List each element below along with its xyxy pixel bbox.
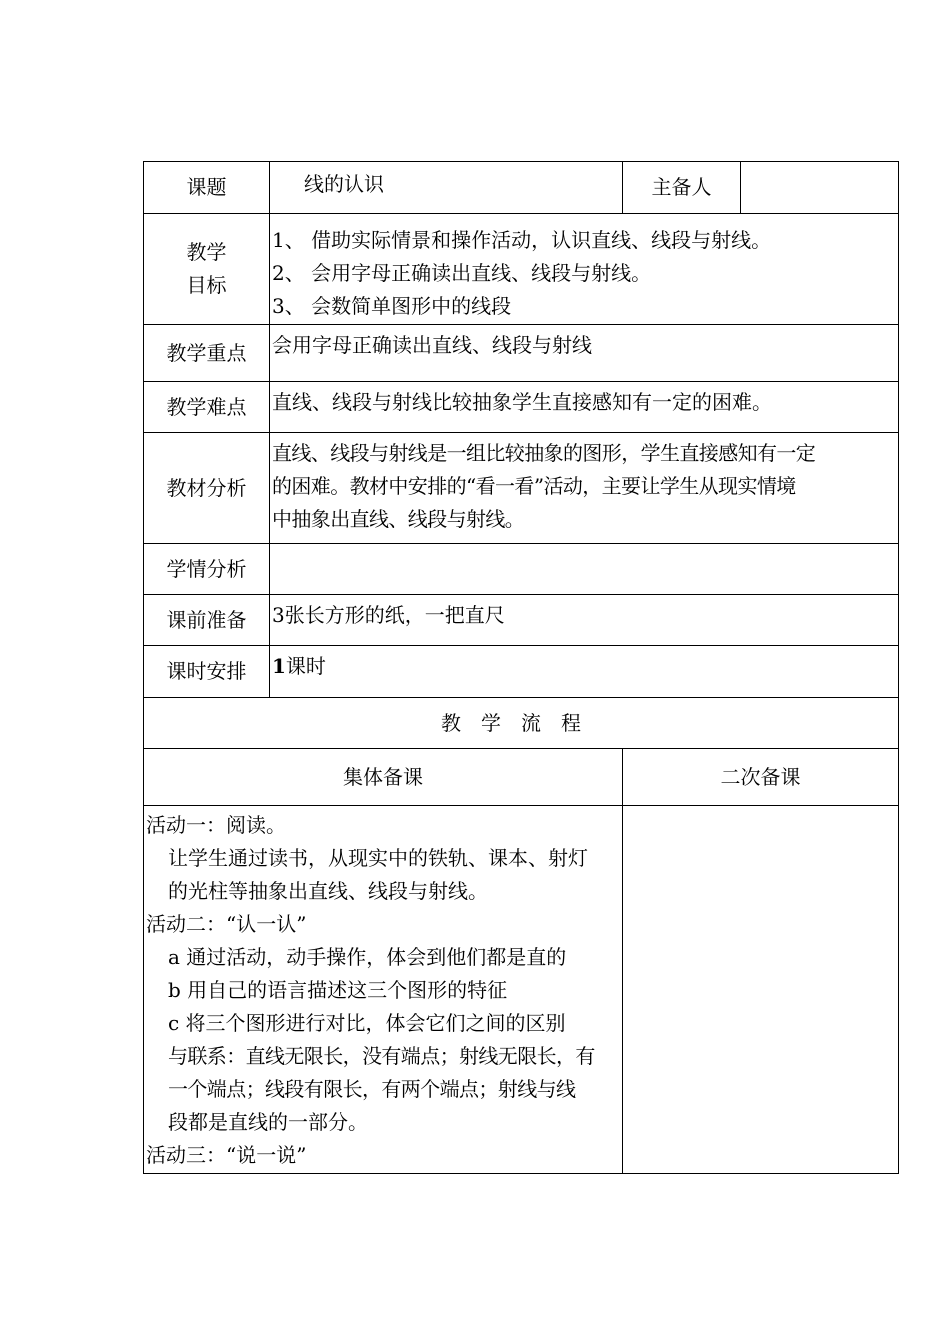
row-difficulties: [144, 382, 899, 433]
process-title: 教学流程: [144, 698, 899, 749]
material-analysis-content: [270, 433, 899, 544]
preparation-label: 课前准备: [144, 595, 270, 646]
activity-3-title: 活动三：“说一说”: [146, 1143, 307, 1167]
goals-label-line2: 目标: [186, 273, 227, 297]
activity-1-line-1: 让学生通过读书，从现实中的铁轨、课本、射灯: [168, 846, 588, 870]
row-key-points: [144, 325, 899, 382]
collective-prep-header: 集体备课: [144, 749, 623, 806]
row-schedule: [144, 646, 899, 698]
schedule-unit: 课时: [285, 654, 326, 678]
activity-1-title: 活动一：阅读。: [146, 813, 286, 837]
row-goals: [144, 214, 899, 325]
difficulties-value: 直线、线段与射线比较抽象学生直接感知有一定的困难。: [270, 382, 899, 433]
row-process-columns: [144, 749, 899, 806]
row-topic: [144, 162, 899, 214]
material-analysis-line-2: 的困难。教材中安排的“看一看”活动，主要让学生从现实情境: [272, 474, 796, 498]
material-analysis-label: 教材分析: [144, 433, 270, 544]
activity-2-line-5: 一个端点；线段有限长，有两个端点；射线与线: [168, 1077, 576, 1101]
lead-value: [741, 162, 899, 214]
activity-2-item-a: a 通过活动，动手操作，体会到他们都是直的: [168, 945, 567, 969]
activity-1-line-2: 的光柱等抽象出直线、线段与射线。: [168, 879, 488, 903]
key-points-label: 教学重点: [144, 325, 270, 382]
row-preparation: [144, 595, 899, 646]
schedule-label: 课时安排: [144, 646, 270, 698]
activity-2-item-c: c 将三个图形进行对比，体会它们之间的区别: [168, 1011, 566, 1035]
row-process-title: [144, 698, 899, 749]
difficulties-label: 教学难点: [144, 382, 270, 433]
preparation-value: 3张长方形的纸，一把直尺: [270, 595, 899, 646]
lesson-plan-table: [143, 161, 899, 1174]
material-analysis-line-3: 中抽象出直线、线段与射线。: [272, 507, 525, 531]
second-prep-content: [623, 806, 899, 1174]
row-process-body: [144, 806, 899, 1174]
goal-item-2: 2、 会用字母正确读出直线、线段与射线。: [272, 261, 652, 285]
student-analysis-label: 学情分析: [144, 544, 270, 595]
goals-label-line1: 教学: [186, 240, 227, 264]
activity-2-item-b: b 用自己的语言描述这三个图形的特征: [168, 978, 508, 1002]
goal-item-3: 3、 会数简单图形中的线段: [272, 294, 512, 318]
activity-2-line-6: 段都是直线的一部分。: [168, 1110, 368, 1134]
material-analysis-line-1: 直线、线段与射线是一组比较抽象的图形，学生直接感知有一定: [272, 441, 816, 465]
goals-content: [270, 214, 899, 325]
row-material-analysis: [144, 433, 899, 544]
student-analysis-value: [270, 544, 899, 595]
activity-2-title: 活动二：“认一认”: [146, 912, 307, 936]
collective-prep-content: [144, 806, 623, 1174]
topic-value: 线的认识: [270, 162, 623, 214]
row-student-analysis: [144, 544, 899, 595]
topic-label: 课题: [144, 162, 270, 214]
goals-label: [144, 214, 270, 325]
schedule-value: [270, 646, 899, 698]
goal-item-1: 1、 借助实际情景和操作活动，认识直线、线段与射线。: [272, 228, 772, 252]
schedule-number: 1: [272, 654, 286, 678]
second-prep-header: 二次备课: [623, 749, 899, 806]
activity-2-line-4: 与联系：直线无限长，没有端点；射线无限长，有: [168, 1044, 595, 1068]
lead-label: 主备人: [623, 162, 741, 214]
key-points-value: 会用字母正确读出直线、线段与射线: [270, 325, 899, 382]
